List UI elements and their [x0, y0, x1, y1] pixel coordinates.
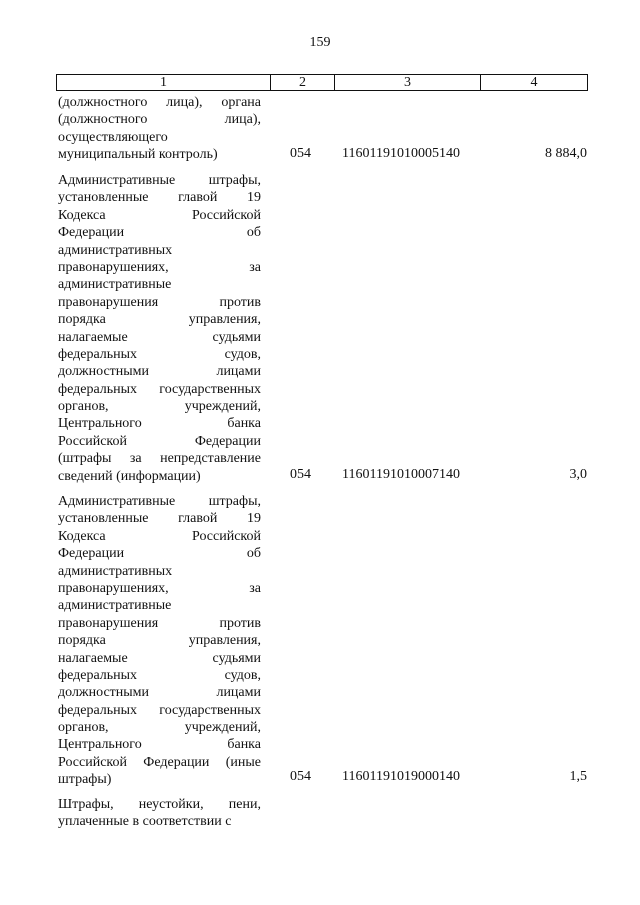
description-line: правонарушения против: [58, 615, 261, 631]
description-line: федеральных судов,: [58, 667, 261, 683]
row-description: [58, 796, 261, 831]
description-line: Российской Федерации (иные: [58, 754, 261, 770]
header-col-4: 4: [530, 75, 538, 90]
row-amount: 1,5: [569, 769, 587, 784]
row-admin-code: 054: [290, 467, 311, 482]
description-line: административные: [58, 277, 172, 293]
header-col-2: 2: [271, 75, 335, 90]
row-admin-code: 054: [290, 146, 311, 161]
description-line: Административные штрафы,: [58, 494, 261, 509]
description-line: уплаченные в соответствии с: [58, 814, 232, 830]
description-line: Центрального банка: [58, 416, 261, 432]
description-line: штрафы): [58, 772, 112, 788]
row-amount: 8 884,0: [545, 146, 587, 161]
row-description: [58, 493, 261, 789]
description-line: Кодекса Российской: [58, 207, 261, 223]
description-line: должностными лицами: [58, 364, 261, 380]
description-line: Административные штрафы,: [58, 173, 261, 188]
description-line: Кодекса Российской: [58, 528, 261, 544]
description-line: установленные главой 19: [58, 511, 261, 527]
row-amount: 3,0: [569, 467, 587, 482]
description-line: административные: [58, 598, 172, 614]
description-line: правонарушения против: [58, 294, 261, 310]
description-line: должностными лицами: [58, 685, 261, 701]
description-line: Федерации об: [58, 546, 261, 562]
description-line: (должностного лица), органа: [58, 95, 261, 110]
description-line: административных: [58, 242, 173, 258]
description-line: федеральных государственных: [58, 381, 261, 397]
description-line: органов, учреждений,: [58, 399, 261, 415]
description-line: налагаемые судьями: [58, 329, 261, 345]
description-line: порядка управления,: [58, 312, 261, 328]
description-line: органов, учреждений,: [58, 720, 261, 736]
description-line: сведений (информации): [58, 468, 201, 484]
description-line: установленные главой 19: [58, 190, 261, 206]
description-line: осуществляющего: [58, 129, 168, 145]
row-kbk-code: 11601191010005140: [342, 146, 460, 161]
row-admin-code: 054: [290, 769, 311, 784]
row-kbk-code: 11601191019000140: [342, 769, 460, 784]
row-description: [58, 94, 261, 164]
description-line: Российской Федерации: [58, 433, 261, 449]
description-line: правонарушениях, за: [58, 259, 261, 275]
table-header-row: [56, 74, 588, 91]
description-line: (штрафы за непредставление: [58, 451, 261, 467]
description-line: Штрафы, неустойки, пени,: [58, 797, 261, 812]
description-line: Центрального банка: [58, 737, 261, 753]
description-line: Федерации об: [58, 225, 261, 241]
description-line: порядка управления,: [58, 633, 261, 649]
header-col-3: 3: [335, 75, 481, 90]
page-number: 159: [309, 35, 331, 50]
row-kbk-code: 11601191010007140: [342, 467, 460, 482]
description-line: налагаемые судьями: [58, 650, 261, 666]
description-line: административных: [58, 563, 173, 579]
description-line: (должностного лица),: [58, 112, 261, 128]
description-line: муниципальный контроль): [58, 147, 218, 163]
header-col-1: 1: [57, 75, 271, 90]
description-line: правонарушениях, за: [58, 580, 261, 596]
row-description: [58, 172, 261, 485]
description-line: федеральных судов,: [58, 346, 261, 362]
description-line: федеральных государственных: [58, 702, 261, 718]
